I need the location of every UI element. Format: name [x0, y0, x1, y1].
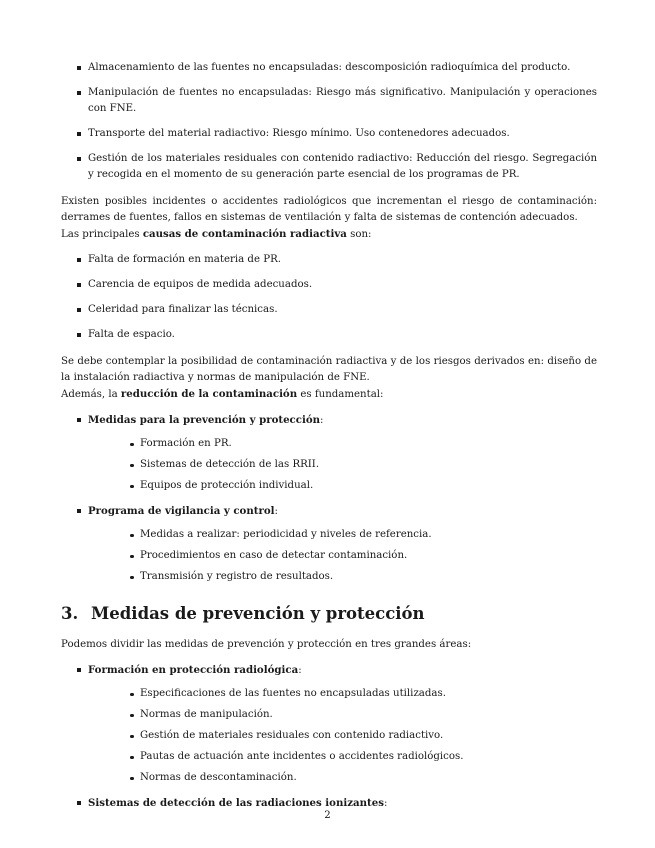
sublist-item: Normas de manipulación.: [88, 707, 597, 723]
sublist-item: Especificaciones de las fuentes no encapsuladas utilizadas.: [88, 686, 597, 702]
sublist: [88, 436, 597, 494]
section-title: Medidas de prevención y protección: [91, 604, 425, 623]
reduction-list: [61, 412, 597, 585]
list-item: Sistemas de detección de las radiaciones ionizantes:: [61, 795, 597, 812]
section-number: 3.: [61, 604, 79, 623]
list-item: Transporte del material radiactivo: Riesgo mínimo. Uso contenedores adecuados.: [61, 126, 597, 142]
paragraph-incidents: Existen posibles incidentes o accidentes radiológicos que incrementan el riesgo de contaminación: derrames de fuentes, fallos en sistemas de ventilación y falta de sistemas de contención adecuados.: [61, 196, 597, 223]
paragraph-contemplate: Se debe contemplar la posibilidad de contaminación radiactiva y de los riesgos derivados en: diseño de la instalación radiactiva y normas de manipulación de FNE.: [61, 356, 597, 383]
sublist-item: Normas de descontaminación.: [88, 770, 597, 786]
sublist-item: Procedimientos en caso de detectar contaminación.: [88, 548, 597, 564]
list-item: Almacenamiento de las fuentes no encapsuladas: descomposición radioquímica del producto.: [61, 60, 597, 76]
areas-list: [61, 662, 597, 812]
page-number: 2: [324, 810, 331, 821]
sublist: [88, 686, 597, 786]
section-intro: Podemos dividir las medidas de prevención y protección en tres grandes áreas:: [61, 639, 472, 650]
list-item: Falta de formación en materia de PR.: [61, 252, 597, 268]
sublist-item: Transmisión y registro de resultados.: [88, 569, 597, 585]
list-item: Falta de espacio.: [61, 327, 597, 343]
risk-list: [61, 60, 597, 183]
list-item: Gestión de los materiales residuales con contenido radiactivo: Reducción del riesgo. Segregación y recogida en el momento de su generación parte esencial de los programas de PR.: [61, 151, 597, 183]
causes-list: [61, 252, 597, 343]
list-item: Carencia de equipos de medida adecuados.: [61, 277, 597, 293]
sublist: [88, 527, 597, 585]
section-heading: [61, 603, 597, 625]
page-content: [61, 60, 597, 821]
sublist-item: Formación en PR.: [88, 436, 597, 452]
paragraph-reduction: Además, la reducción de la contaminación es fundamental:: [61, 388, 384, 400]
paragraph-causes: Las principales causas de contaminación radiactiva son:: [61, 228, 372, 240]
list-item: Medidas para la prevención y protección: Formación en PR. Sistemas de detección de las RRII. Equipos de protección individual.: [61, 412, 597, 494]
sublist-item: Equipos de protección individual.: [88, 478, 597, 494]
sublist-item: Pautas de actuación ante incidentes o accidentes radiológicos.: [88, 749, 597, 765]
sublist-item: Gestión de materiales residuales con contenido radiactivo.: [88, 728, 597, 744]
list-item: Formación en protección radiológica: Especificaciones de las fuentes no encapsuladas utilizadas. Normas de manipulación. Gestión de materiales residuales con contenido radiactivo. Pautas de actuación ante incidentes o accidentes radiológicos. Normas de descontaminación.: [61, 662, 597, 786]
sublist-item: Sistemas de detección de las RRII.: [88, 457, 597, 473]
list-item: Celeridad para finalizar las técnicas.: [61, 302, 597, 318]
list-item: Programa de vigilancia y control: Medidas a realizar: periodicidad y niveles de referencia. Procedimientos en caso de detectar contaminación. Transmisión y registro de resultados.: [61, 503, 597, 585]
sublist-item: Medidas a realizar: periodicidad y niveles de referencia.: [88, 527, 597, 543]
list-item: Manipulación de fuentes no encapsuladas: Riesgo más significativo. Manipulación y operaciones con FNE.: [61, 85, 597, 117]
